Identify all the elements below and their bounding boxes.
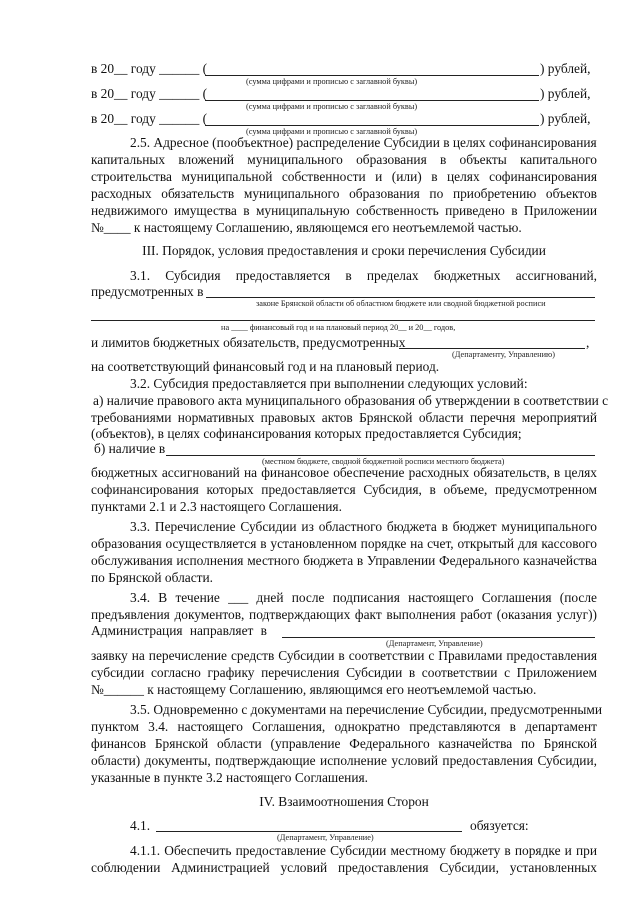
p35-line-5: указанные в пункте 3.2 настоящего Соглашения. [91,770,368,785]
p32-a-line-1: а) наличие правового акта муниципального образования об утверждении в соответствии с [93,393,609,408]
p41-blank [156,831,462,832]
amount-row-1-caption: (сумма цифрами и прописью с заглавной буквы) [246,77,418,86]
p34-line-4: заявку на перечисление средств Субсидии в соответствии с Правилами предоставления [91,648,597,663]
amount-line-3 [205,125,539,126]
p33-line-3: обслуживания исполнения местного бюджета в Управлении Федерального казначейства [91,553,597,568]
p33-line-1: 3.3. Перечисление Субсидии из областного бюджета в бюджет муниципального [130,519,597,534]
p31-line-2: предусмотренных в [91,284,204,299]
amount-row-3-caption: (сумма цифрами и прописью с заглавной буквы) [246,127,418,136]
amount-row-3-end: ) рублей, [540,111,591,126]
p34-line-2: предъявления документов, подтверждающих факт выполнения работ (оказания услуг)) [91,607,597,622]
p32-b-line-3: пунктами 2.1 и 2.3 настоящего Соглашения. [91,499,342,514]
p31-line-4-end: , [586,335,590,350]
p34-blank [282,637,595,638]
p32-a-line-3: (объектов), в целях софинансирования которых предоставляется Субсидия; [91,426,522,441]
section-3-title: III. Порядок, условия предоставления и сроки перечисления Субсидии [142,243,546,258]
p35-line-2: пунктом 3.4. настоящего Соглашения, однократно представляются в департамент [91,719,597,734]
p25-line-4: расходных обязательств муниципального образования по приобретению объектов [91,186,597,201]
p32-a-line-2: требованиями нормативных правовых актов Брянской области перечня мероприятий [91,410,597,425]
p34-line-5: субсидии согласно графику перечисления Субсидии в соответствии с Приложением [91,665,597,680]
p32-b-caption: (местном бюджете, сводной бюджетной росписи местного бюджета) [262,457,505,466]
p34-line-6: №______ к настоящему Соглашению, являющимся его неотъемлемой частью. [91,682,537,697]
amount-row-1-start: в 20__ году ______ ( [91,61,208,76]
p34-line-1: 3.4. В течение ___ дней после подписания настоящего Соглашения (после [130,590,597,605]
amount-row-1-end: ) рублей, [540,61,591,76]
p34-line-3: Администрация направляет в [91,623,267,638]
p32-b-start: б) наличие в [94,441,166,456]
p35-line-1: 3.5. Одновременно с документами на перечисление Субсидии, предусмотренными [130,702,603,717]
p31-line-1: 3.1. Субсидия предоставляется в пределах бюджетных ассигнований, [130,268,597,283]
amount-line-2 [205,100,539,101]
amount-line-1 [205,75,539,76]
p35-line-4: области) документы, подтверждающие исполнение условий предоставления Субсидии, [91,753,597,768]
p411-line-1: 4.1.1. Обеспечить предоставление Субсидии местному бюджету в порядке и при [130,843,597,858]
p25-line-2: капитальных вложений муниципального образования в объекты капитального [91,152,597,167]
p31-blank-3 [399,348,585,349]
p25-line-6: №____ к настоящему Соглашению, являющемся его неотъемлемой частью. [91,220,522,235]
p41-start: 4.1. [130,818,151,833]
p25-line-3: строительства муниципальной собственности и (или) в целях софинансирования [91,169,597,184]
p31-caption-1: законе Брянской области об областном бюджете или сводной бюджетной росписи [256,299,546,308]
p32-b-line-1: бюджетных ассигнований на финансовое обеспечение расходных обязательств, в целях [91,465,597,480]
amount-row-2-caption: (сумма цифрами и прописью с заглавной буквы) [246,102,418,111]
p31-line-5: на соответствующий финансовый год и на плановый период. [91,359,440,374]
p25-line-1: 2.5. Адресное (пообъектное) распределение Субсидии в целях софинансирования [130,135,597,150]
section-4-title: IV. Взаимоотношения Сторон [259,794,429,809]
p31-blank-2 [91,320,595,321]
p32-line-1: 3.2. Субсидия предоставляется при выполнении следующих условий: [130,376,528,391]
p41-end: обязуется: [470,818,529,833]
amount-row-3-start: в 20__ году ______ ( [91,111,208,126]
p35-line-3: финансов Брянской области (управление Федерального казначейства по Брянской [91,736,597,751]
p411-line-2: соблюдении Администрацией условий предоставления Субсидии, установленных [91,860,597,875]
p31-caption-3: (Департаменту, Управлению) [452,350,556,359]
p25-line-5: недвижимого имущества в муниципальную собственность приведено в Приложении [91,203,597,218]
amount-row-2-start: в 20__ году ______ ( [91,86,208,101]
p34-caption: (Департамент, Управление) [386,639,483,648]
p41-caption: (Департамент, Управление) [277,833,374,842]
p32-b-blank [166,455,595,456]
p31-caption-2: на ____ финансовый год и на плановый период 20__ и 20__ годов, [221,323,456,332]
p32-b-line-2: софинансирования которых предоставляется Субсидия, в объеме, предусмотренном [91,482,597,497]
p33-line-2: образования осуществляется в установленном порядке на счет, открытый для кассового [91,536,597,551]
p31-blank-1 [206,297,595,298]
p33-line-4: по Брянской области. [91,570,214,585]
amount-row-2-end: ) рублей, [540,86,591,101]
p31-line-4: и лимитов бюджетных обязательств, предусмотренных [91,335,406,350]
